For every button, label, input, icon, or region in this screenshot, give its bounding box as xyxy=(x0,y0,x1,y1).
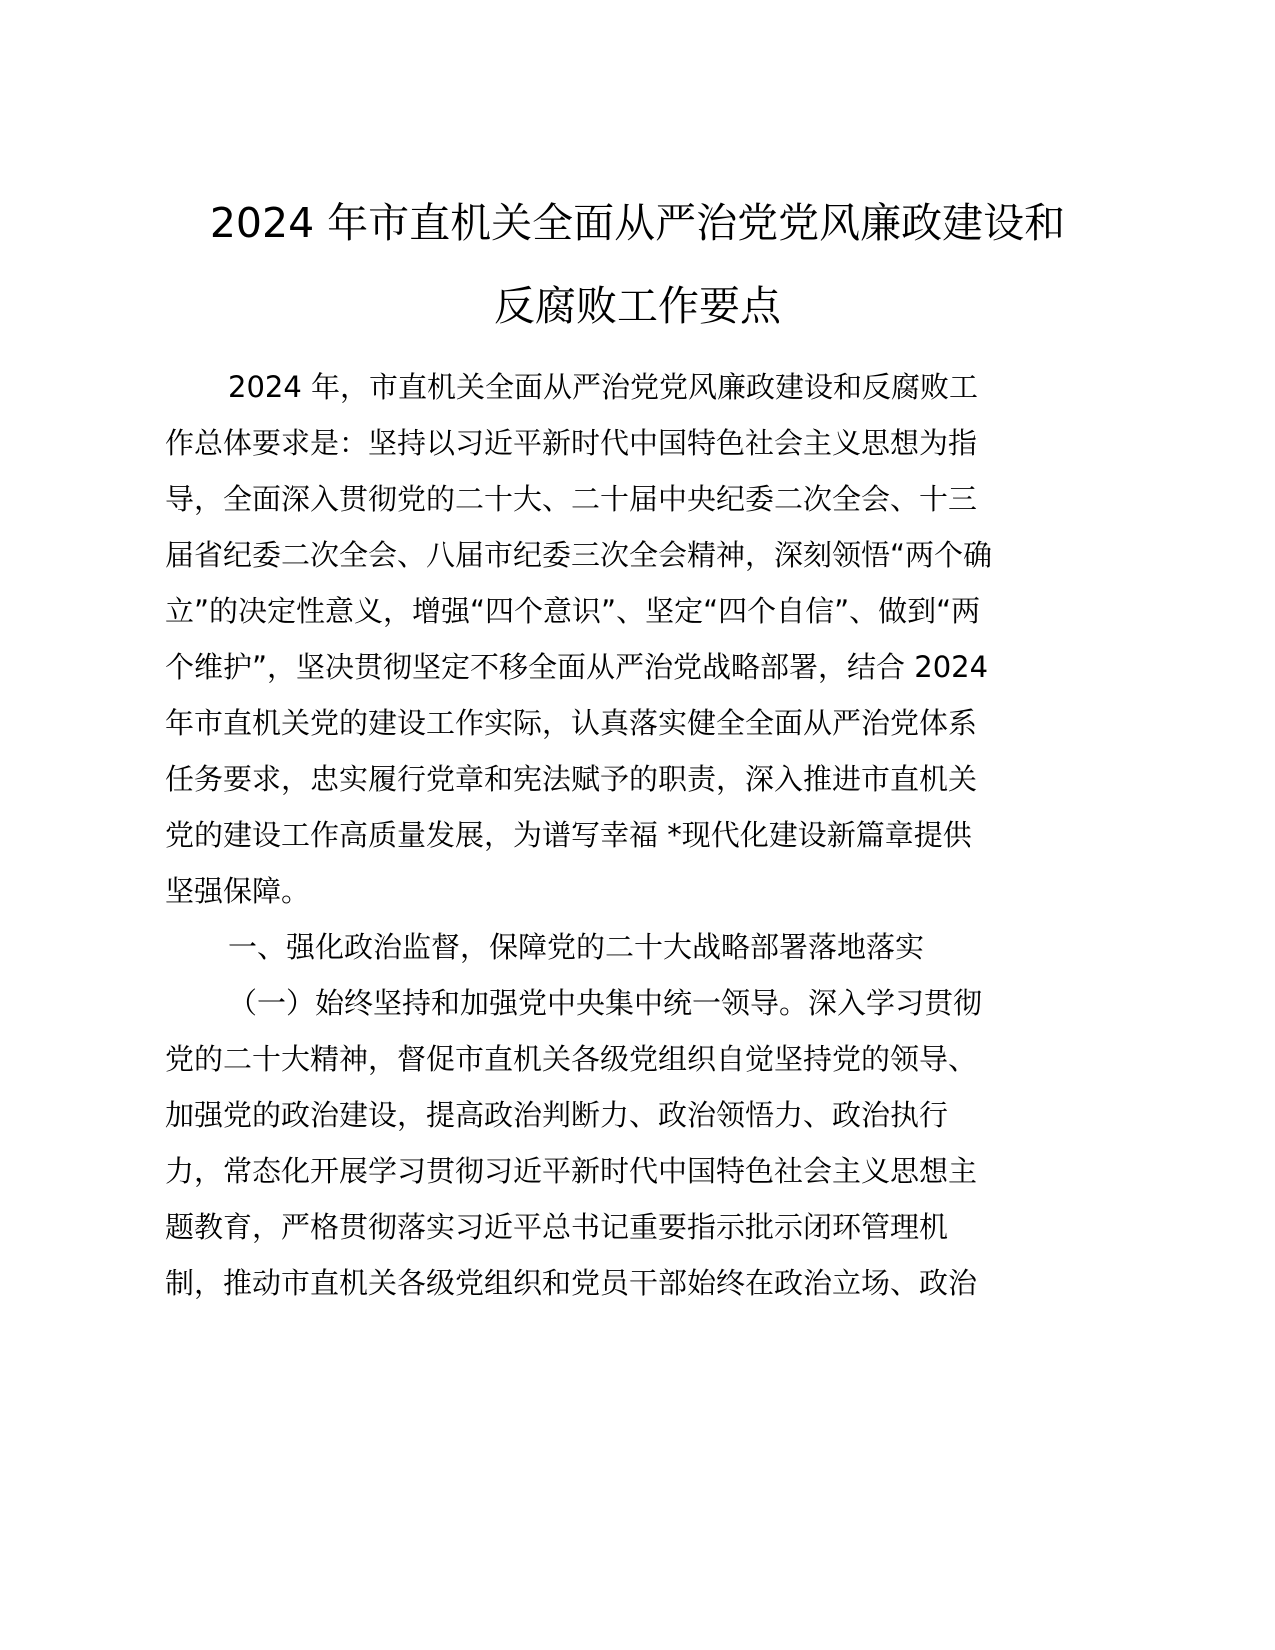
intro-line-7: 年市直机关党的建设工作实际，认真落实健全全面从严治党体系 xyxy=(165,706,978,740)
intro-line-8: 任务要求，忠实履行党章和宪法赋予的职责，深入推进市直机关 xyxy=(165,762,978,796)
intro-line-2: 作总体要求是：坚持以习近平新时代中国特色社会主义思想为指 xyxy=(165,426,978,460)
intro-line-3: 导，全面深入贯彻党的二十大、二十届中央纪委二次全会、十三 xyxy=(165,482,978,516)
section-heading: 一、强化政治监督，保障党的二十大战略部署落地落实 xyxy=(228,930,925,964)
section-line-1: （一）始终坚持和加强党中央集中统一领导。深入学习贯彻 xyxy=(228,986,983,1020)
section-line-4: 力，常态化开展学习贯彻习近平新时代中国特色社会主义思想主 xyxy=(165,1154,978,1188)
document-title-line-2: 反腐败工作要点 xyxy=(494,282,781,330)
intro-line-4: 届省纪委二次全会、八届市纪委三次全会精神，深刻领悟“两个确 xyxy=(165,538,993,572)
intro-line-1: 2024 年，市直机关全面从严治党党风廉政建设和反腐败工 xyxy=(228,370,979,404)
section-line-6: 制，推动市直机关各级党组织和党员干部始终在政治立场、政治 xyxy=(165,1266,978,1300)
intro-line-6: 个维护”，坚决贯彻坚定不移全面从严治党战略部署，结合 2024 xyxy=(165,650,989,684)
document-title-line-1: 2024 年市直机关全面从严治党党风廉政建设和 xyxy=(209,199,1066,247)
intro-line-9: 党的建设工作高质量发展，为谱写幸福 *现代化建设新篇章提供 xyxy=(165,818,972,852)
section-line-2: 党的二十大精神，督促市直机关各级党组织自觉坚持党的领导、 xyxy=(165,1042,978,1076)
intro-line-10: 坚强保障。 xyxy=(165,874,311,908)
section-line-5: 题教育，严格贯彻落实习近平总书记重要指示批示闭环管理机 xyxy=(165,1210,949,1244)
intro-line-5: 立”的决定性意义，增强“四个意识”、坚定“四个自信”、做到“两 xyxy=(165,594,981,628)
section-line-3: 加强党的政治建设，提高政治判断力、政治领悟力、政治执行 xyxy=(165,1098,949,1132)
